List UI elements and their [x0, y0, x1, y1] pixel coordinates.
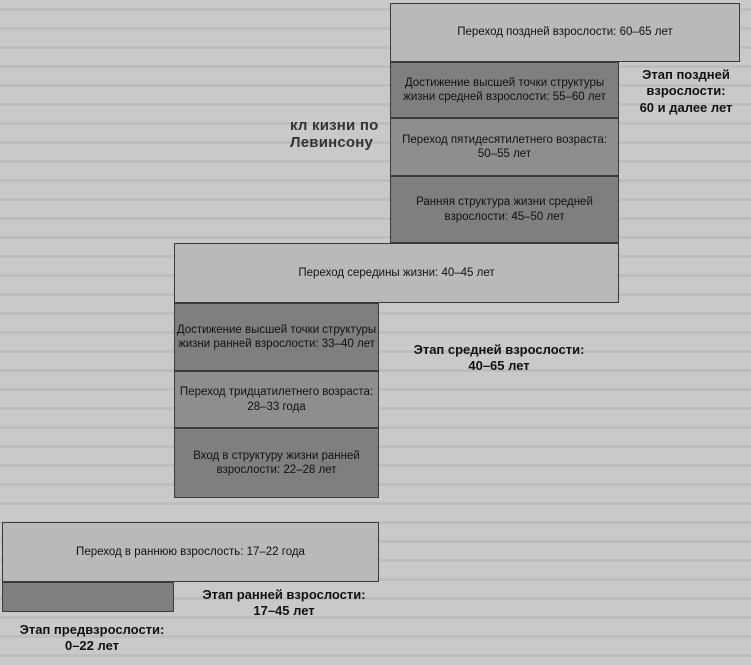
stage-pre-line1: Этап предвзрослости: — [19, 622, 165, 637]
stage-late-line3: 60 и далее лет — [639, 99, 733, 115]
stage-middle-line1: Этап средней взрослости: — [413, 342, 585, 357]
box-middle-adult-peak: Достижение высшей точки структуры жизни средней взрослости: 55–60 лет — [390, 62, 619, 118]
box-age-thirty-transition: Переход тридцатилетнего возраста: 28–33 года — [174, 371, 379, 428]
box-early-adult-peak: Достижение высшей точки структуры жизни ранней взрослости: 33–40 лет — [174, 303, 379, 371]
stage-label-pre-adulthood — [10, 622, 174, 655]
background-line — [0, 236, 751, 239]
background-line — [0, 217, 751, 220]
box-early-adult-transition: Переход в раннюю взрослость: 17–22 года — [2, 522, 379, 582]
box-midlife-transition: Переход середины жизни: 40–45 лет — [174, 243, 619, 303]
stage-pre-line2: 0–22 лет — [64, 638, 120, 654]
box-early-adult-entry: Вход в структуру жизни ранней взрослости: 22–28 лет — [174, 428, 379, 498]
background-line — [0, 179, 751, 182]
stage-early-line1: Этап ранней взрослости: — [202, 587, 366, 602]
stage-late-line1: Этап поздней — [642, 67, 730, 82]
box-age-fifty-transition: Переход пятидесятилетнего возраста: 50–55 лет — [390, 118, 619, 176]
stage-late-line2: взрослости: — [646, 83, 726, 99]
stage-label-late-adulthood — [624, 67, 748, 116]
box-pre-adulthood — [2, 582, 174, 612]
box-late-adult-transition: Переход поздней взрослости: 60–65 лет — [390, 3, 740, 62]
background-line — [0, 198, 751, 201]
box-middle-adult-entry: Ранняя структура жизни средней взрослости: 45–50 лет — [390, 176, 619, 243]
stage-label-middle-adulthood — [384, 342, 614, 375]
stage-label-early-adulthood — [184, 587, 384, 620]
background-heading-fragment: кл кизни по Левинсону — [290, 117, 379, 151]
background-line — [0, 502, 751, 505]
stage-middle-line2: 40–65 лет — [468, 358, 530, 374]
background-line — [0, 160, 751, 163]
stage-early-line2: 17–45 лет — [253, 603, 315, 619]
